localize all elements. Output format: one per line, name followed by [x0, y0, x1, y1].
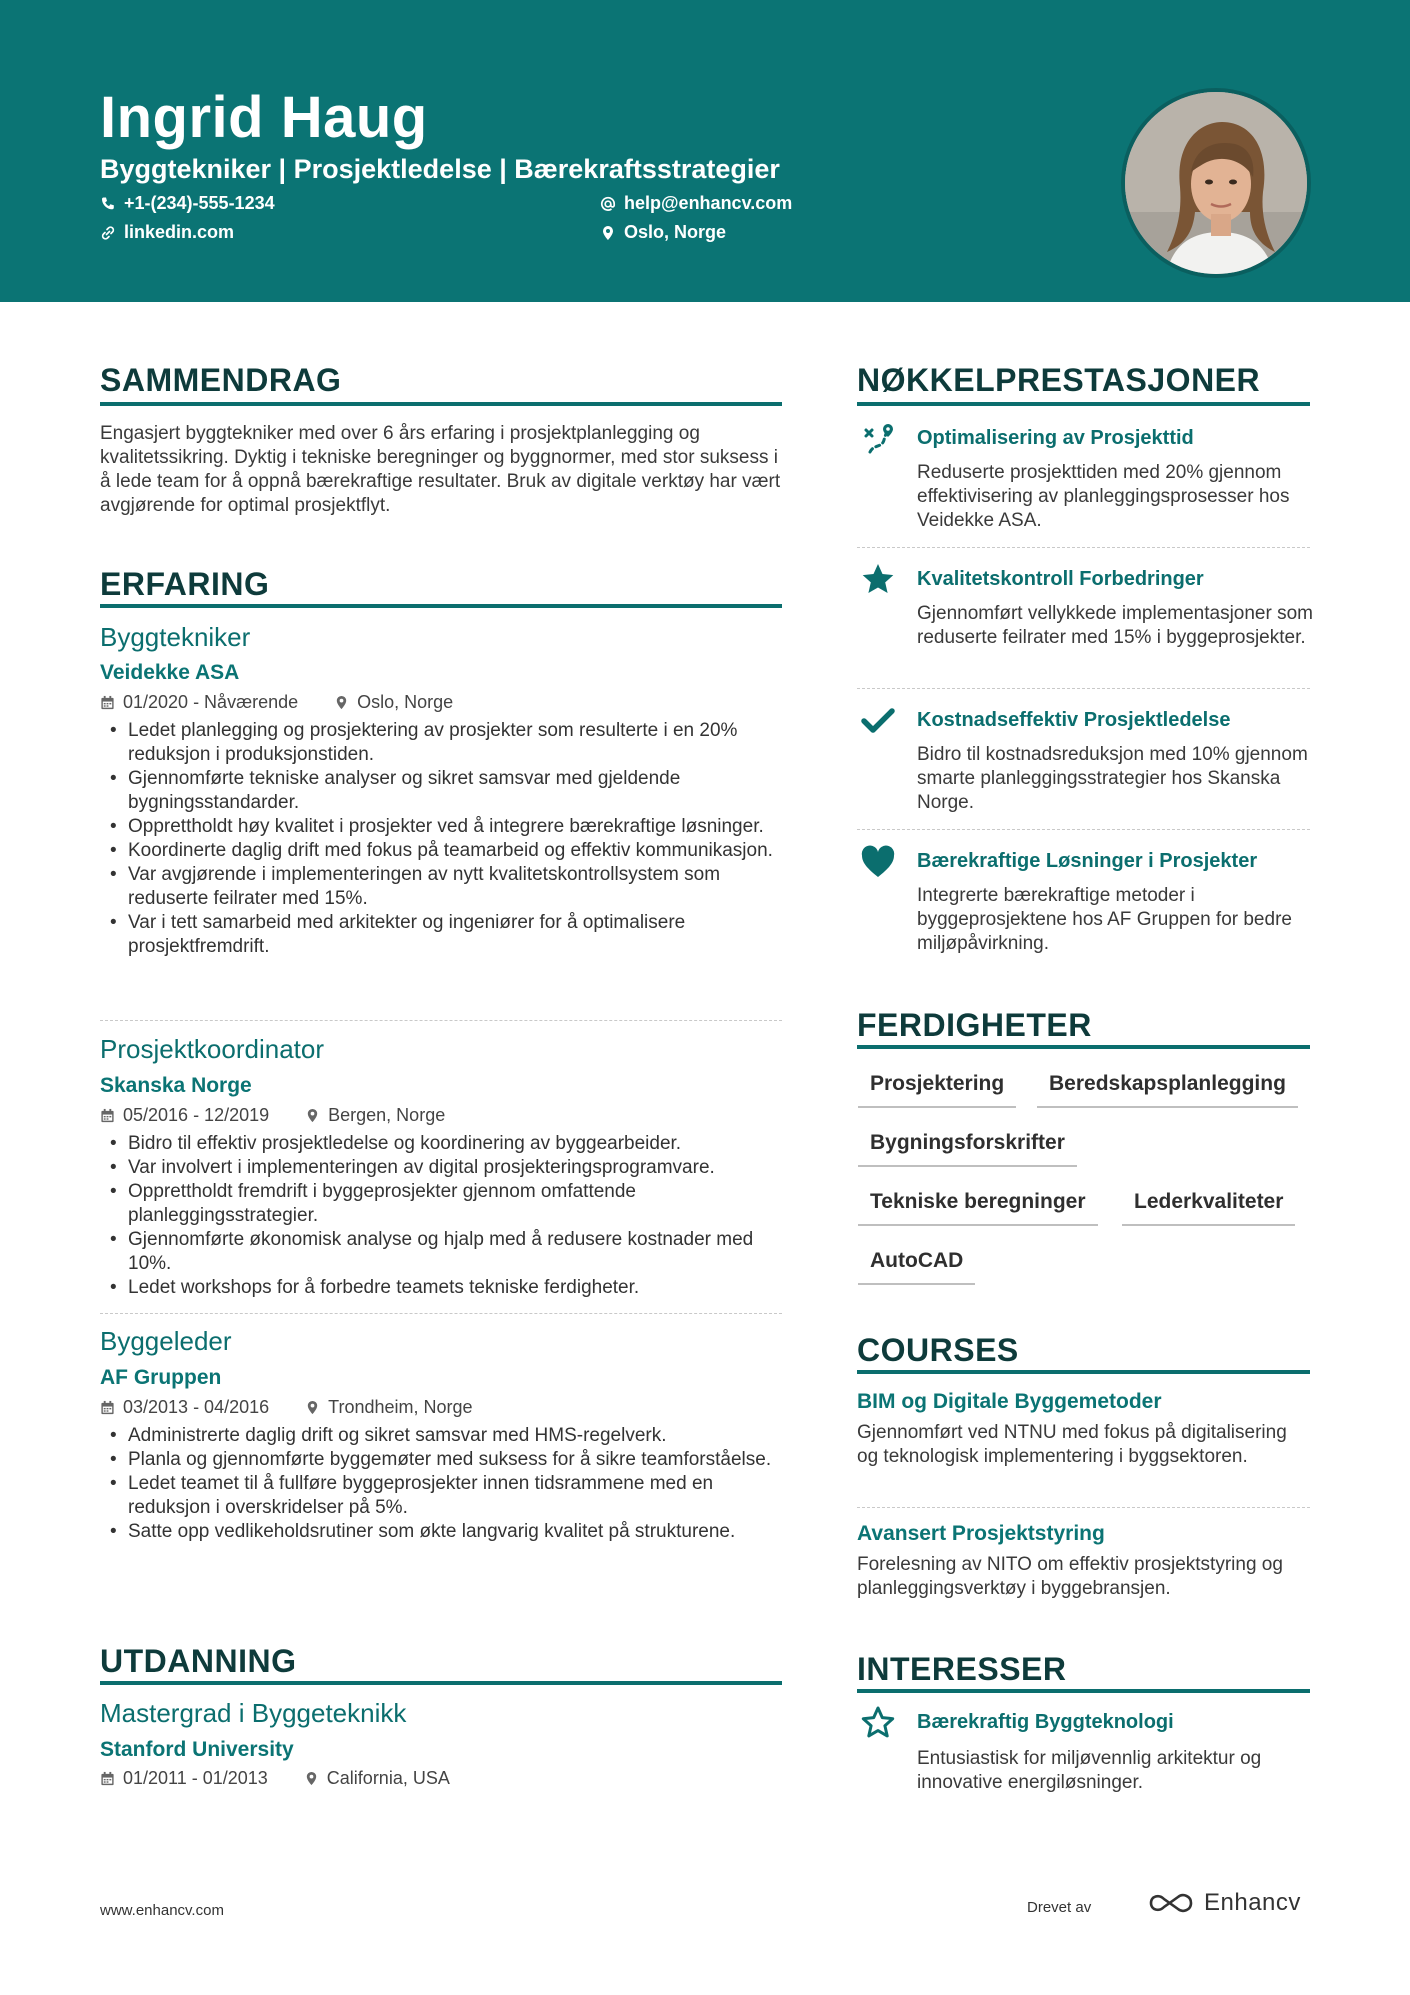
degree-title: Mastergrad i Byggeteknikk [100, 1698, 407, 1728]
job-company: Skanska Norge [100, 1074, 252, 1097]
bullet-item: • Gjennomførte økonomisk analyse og hjalp med å redusere kostnader med 10%. [100, 1228, 782, 1276]
job-company: Veidekke ASA [100, 661, 240, 684]
education-meta [100, 1768, 450, 1789]
job-dates: 01/2020 - Nåværende [123, 692, 299, 712]
skills-rule [857, 1045, 1310, 1049]
job-location: Trondheim, Norge [328, 1397, 473, 1417]
achievement-description: Integrerte bærekraftige metoder i byggeprosjektene hos AF Gruppen for bedre miljøpåvirkning. [917, 885, 1292, 954]
location-contact [600, 222, 726, 243]
header-banner [0, 0, 1410, 302]
bullet-item: • Administrerte daglig drift og sikret samsvar med HMS-regelverk. [100, 1424, 782, 1448]
bullet-item: • Bidro til effektiv prosjektledelse og koordinering av byggearbeider. [100, 1132, 782, 1156]
location-pin-icon [334, 695, 349, 710]
bullet-item: • Opprettholdt høy kvalitet i prosjekter ved å integrere bærekraftige løsninger. [100, 815, 782, 839]
bullet-item: • Var avgjørende i implementeringen av nytt kvalitetskontrollsystem som reduserte feilrater med 15%. [100, 863, 782, 911]
achievement-description: Bidro til kostnadsreduksjon med 10% gjennom smarte planleggingsstrategier hos Skanska Norge. [917, 744, 1308, 813]
school-name: Stanford University [100, 1738, 294, 1761]
achievements-rule [857, 402, 1310, 406]
job-dates: 05/2016 - 12/2019 [123, 1105, 270, 1125]
calendar-icon [100, 1400, 115, 1415]
portrait-image [1125, 92, 1311, 278]
education-location: California, USA [326, 1768, 450, 1788]
skills-heading: FERDIGHETER [857, 1007, 1092, 1043]
interests-heading: INTERESSER [857, 1651, 1067, 1687]
check-icon [860, 703, 896, 739]
achievement-title: Optimalisering av Prosjekttid [917, 427, 1194, 449]
skill-tag: Tekniske beregninger [858, 1190, 1098, 1226]
course-divider [857, 1507, 1310, 1508]
course-title: Avansert Prosjektstyring [857, 1522, 1105, 1545]
achievement-icon [858, 560, 898, 600]
bullet-item: • Ledet teamet til å fullføre byggeprosjekter innen tidsrammene med en reduksjon i overskridelser på 5%. [100, 1472, 782, 1520]
heart-icon [860, 844, 896, 880]
achievement-divider [857, 829, 1310, 830]
skill-tag: Beredskapsplanlegging [1037, 1072, 1298, 1108]
achievement-description: Reduserte prosjekttiden med 20% gjennom effektivisering av planleggingsprosesser hos Veidekke ASA. [917, 462, 1290, 531]
job-bullets [100, 1424, 782, 1544]
interest-description: Entusiastisk for miljøvennlig arkitektur og innovative energiløsninger. [917, 1748, 1262, 1793]
candidate-subtitle: Byggtekniker | Prosjektledelse | Bærekraftsstrategier [100, 154, 780, 184]
job-bullets [100, 719, 782, 959]
bullet-item: • Var i tett samarbeid med arkitekter og ingeniører for å optimalisere prosjektfremdrift. [100, 911, 782, 959]
interests-rule [857, 1689, 1310, 1693]
course-description: Forelesning av NITO om effektiv prosjektstyring og planleggingsverktøy i byggebransjen. [857, 1554, 1283, 1599]
footer-brand-logo[interactable] [1148, 1889, 1301, 1917]
footer-website[interactable]: www.enhancv.com [100, 1902, 224, 1919]
achievements-heading: NØKKELPRESTASJONER [857, 362, 1261, 398]
footer-powered-by: Drevet av [1027, 1899, 1092, 1916]
star-icon [860, 562, 896, 598]
achievement-icon [858, 842, 898, 882]
skill-tag: Lederkvaliteter [1122, 1190, 1295, 1226]
candidate-name: Ingrid Haug [100, 85, 428, 150]
link-icon [100, 225, 116, 241]
achievement-title: Kostnadseffektiv Prosjektledelse [917, 709, 1231, 731]
route-icon [860, 422, 896, 458]
location-pin-icon [304, 1771, 319, 1786]
bullet-item: • Satte opp vedlikeholdsrutiner som økte langvarig kvalitet på strukturene. [100, 1520, 782, 1544]
calendar-icon [100, 1108, 115, 1123]
job-divider [100, 1020, 782, 1021]
phone-contact[interactable] [100, 193, 275, 214]
location-pin-icon [305, 1108, 320, 1123]
interest-icon [858, 1703, 898, 1743]
education-rule [100, 1681, 782, 1685]
job-meta [100, 1397, 473, 1418]
achievement-title: Bærekraftige Løsninger i Prosjekter [917, 850, 1258, 872]
calendar-icon [100, 1771, 115, 1786]
courses-heading: COURSES [857, 1332, 1019, 1368]
skill-tag: Prosjektering [858, 1072, 1016, 1108]
course-title: BIM og Digitale Byggemetoder [857, 1390, 1162, 1413]
linkedin-text: linkedin.com [124, 222, 235, 242]
job-title: Prosjektkoordinator [100, 1034, 324, 1064]
achievement-divider [857, 688, 1310, 689]
star-outline-icon [860, 1705, 896, 1741]
job-dates: 03/2013 - 04/2016 [123, 1397, 270, 1417]
calendar-icon [100, 695, 115, 710]
linkedin-contact[interactable] [100, 222, 234, 243]
email-contact[interactable] [600, 193, 792, 214]
email-text: help@enhancv.com [624, 193, 793, 213]
skill-tag: AutoCAD [858, 1249, 975, 1285]
job-company: AF Gruppen [100, 1366, 222, 1389]
location-pin-icon [600, 225, 616, 241]
summary-heading: SAMMENDRAG [100, 362, 342, 398]
bullet-item: • Gjennomførte tekniske analyser og sikret samsvar med gjeldende bygningsstandarder. [100, 767, 782, 815]
phone-text: +1-(234)-555-1234 [124, 193, 275, 213]
experience-rule [100, 604, 782, 608]
job-bullets [100, 1132, 782, 1300]
achievement-divider [857, 547, 1310, 548]
location-text: Oslo, Norge [624, 222, 727, 242]
job-location: Oslo, Norge [357, 692, 454, 712]
bullet-item: • Planla og gjennomførte byggemøter med suksess for å sikre teamforståelse. [100, 1448, 782, 1472]
course-description: Gjennomført ved NTNU med fokus på digitalisering og teknologisk implementering i byggsektoren. [857, 1422, 1287, 1467]
summary-rule [100, 402, 782, 406]
bullet-item: • Koordinerte daglig drift med fokus på teamarbeid og effektiv kommunikasjon. [100, 839, 782, 863]
job-title: Byggeleder [100, 1326, 232, 1356]
bullet-item: • Ledet workshops for å forbedre teamets tekniske ferdigheter. [100, 1276, 782, 1300]
job-location: Bergen, Norge [328, 1105, 446, 1125]
job-meta [100, 1105, 445, 1126]
education-heading: UTDANNING [100, 1643, 297, 1679]
skill-tag: Bygningsforskrifter [858, 1131, 1077, 1167]
location-pin-icon [305, 1400, 320, 1415]
profile-photo [1121, 88, 1311, 278]
education-dates: 01/2011 - 01/2013 [123, 1768, 268, 1788]
job-meta [100, 692, 453, 713]
achievement-icon [858, 420, 898, 460]
summary-text: Engasjert byggtekniker med over 6 års erfaring i prosjektplanlegging og kvalitetssikring. Dyktig i tekniske beregninger og byggnormer, med stor suksess i å lede team for å oppnå bærekraftige resultater. Bruk av digitale verktøy har vært avgjørende for optimal prosjektflyt. [100, 423, 781, 516]
enhancv-logo-icon [1148, 1891, 1194, 1915]
courses-rule [857, 1370, 1310, 1374]
job-title: Byggtekniker [100, 622, 251, 652]
achievement-description: Gjennomført vellykkede implementasjoner som reduserte feilrater med 15% i byggeprosjekter. [917, 603, 1313, 648]
bullet-item: • Ledet planlegging og prosjektering av prosjekter som resulterte i en 20% reduksjon i produksjonstiden. [100, 719, 782, 767]
bullet-item: • Var involvert i implementeringen av digital prosjekteringsprogramvare. [100, 1156, 782, 1180]
bullet-item: • Opprettholdt fremdrift i byggeprosjekter gjennom omfattende planleggingsstrategier. [100, 1180, 782, 1228]
achievement-title: Kvalitetskontroll Forbedringer [917, 568, 1204, 590]
phone-icon [100, 196, 116, 212]
job-divider [100, 1313, 782, 1314]
interest-title: Bærekraftig Byggteknologi [917, 1711, 1174, 1733]
footer-brand-name: Enhancv [1204, 1889, 1301, 1916]
at-icon [600, 196, 616, 212]
experience-heading: ERFARING [100, 566, 270, 602]
achievement-icon [858, 701, 898, 741]
